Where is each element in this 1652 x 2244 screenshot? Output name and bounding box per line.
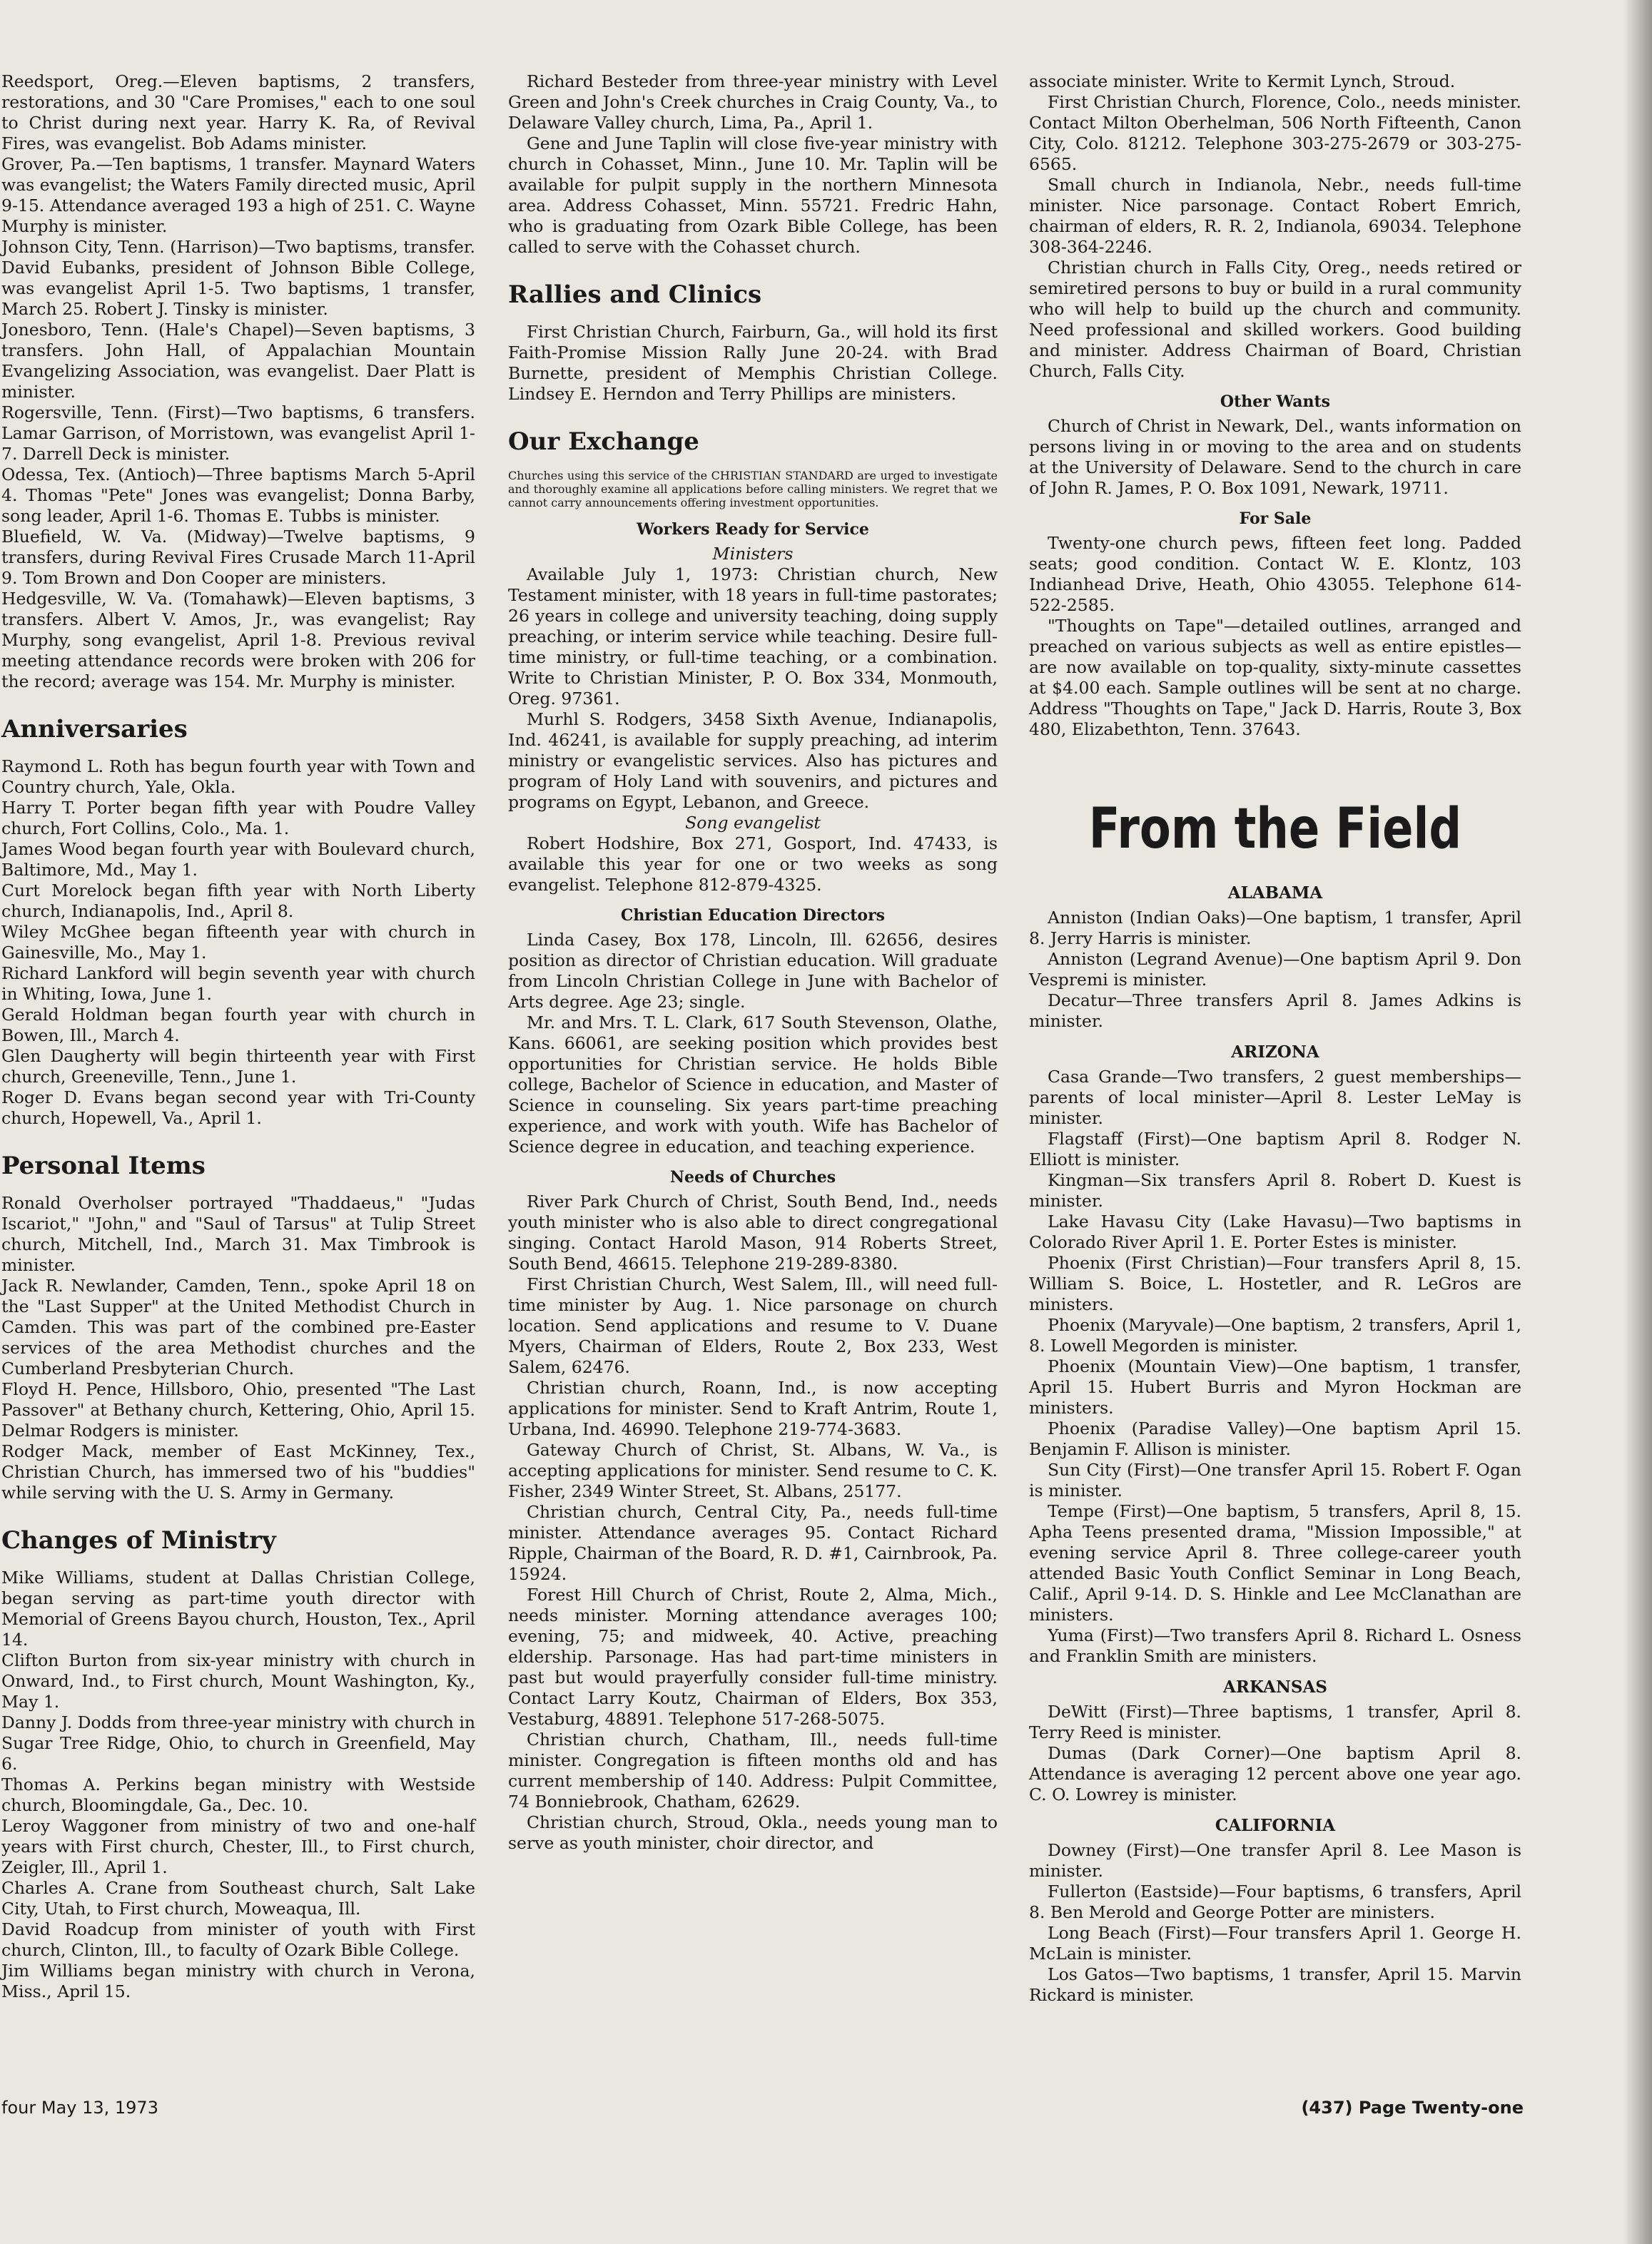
field-report: Phoenix (Mountain View)—One baptism, 1 transfer, April 15. Hubert Burris and Myron Hockman are ministers. <box>1029 1356 1521 1418</box>
page-edge-shadow <box>1623 0 1652 2244</box>
news-item: Grover, Pa.—Ten baptisms, 1 transfer. Maynard Waters was evangelist; the Waters Family directed music, April 9-15. Attendance averaged 193 a high of 251. C. Wayne Murphy is minister. <box>1 154 475 236</box>
subheading-other-wants: Other Wants <box>1220 392 1331 411</box>
news-item: Roger D. Evans began second year with Tri-County church, Hopewell, Va., April 1. <box>1 1087 475 1128</box>
field-report: Kingman—Six transfers April 8. Robert D. Kuest is minister. <box>1029 1170 1521 1211</box>
personal-items-list <box>1 1193 475 1503</box>
column-1 <box>1 71 475 2002</box>
news-item: David Roadcup from minister of youth with First church, Clinton, Ill., to faculty of Ozark Bible College. <box>1 1919 475 1960</box>
news-item: Johnson City, Tenn. (Harrison)—Two baptisms, transfer. David Eubanks, president of Johnson Bible College, was evangelist April 1-5. Two baptisms, 1 transfer, March 25. Robert J. Tinsky is minister. <box>1 237 475 319</box>
classified-item: associate minister. Write to Kermit Lynch, Stroud. <box>1029 71 1456 91</box>
news-item: Mike Williams, student at Dallas Christian College, began serving as part-time youth director with Memorial of Greens Bayou church, Houston, Tex., April 14. <box>1 1568 475 1650</box>
anniversaries-list <box>1 756 475 1129</box>
classified-item: Forest Hill Church of Christ, Route 2, Alma, Mich., needs minister. Morning attendance averages 100; evening, 75; and midweek, 40. Active, preaching eldership. Parsonage. Has had part-time ministers in past but would prayerfully consider full-time ministry. Contact Larry Koutz, Chairman of Elders, Box 353, Vestaburg, 48891. Telephone 517-268-5075. <box>508 1585 998 1729</box>
classified-item: Small church in Indianola, Nebr., needs full-time minister. Nice parsonage. Contact Robert Emrich, chairman of elders, R. R. 2, Indianola, 69034. Telephone 308-364-2246. <box>1029 175 1521 257</box>
section-heading-rallies: Rallies and Clinics <box>508 280 762 309</box>
news-item: Danny J. Dodds from three-year ministry with church in Sugar Tree Ridge, Ohio, to church in Greenfield, May 6. <box>1 1712 475 1774</box>
classified-item: River Park Church of Christ, South Bend, Ind., needs youth minister who is also able to direct congregational singing. Contact Harold Mason, 914 Roberts Street, South Bend, 46615. Telephone 219-289-8380. <box>508 1192 998 1274</box>
news-item: Hedgesville, W. Va. (Tomahawk)—Eleven baptisms, 3 transfers. Albert V. Amos, Jr., was evangelist; Ray Murphy, song evangelist, April 1-8. Previous revival meeting attendance records were broken with 206 for the record; average was 154. Mr. Murphy is minister. <box>1 589 475 691</box>
field-report: Lake Havasu City (Lake Havasu)—Two baptisms in Colorado River April 1. E. Porter Estes is minister. <box>1029 1212 1521 1252</box>
field-report: Phoenix (First Christian)—Four transfers April 8, 15. William S. Boice, L. Hostetler, and R. LeGros are ministers. <box>1029 1253 1521 1314</box>
section-heading-anniversaries: Anniversaries <box>1 715 188 743</box>
news-item: Harry T. Porter began fifth year with Poudre Valley church, Fort Collins, Colo., Ma. 1. <box>1 798 475 838</box>
field-report: Anniston (Legrand Avenue)—One baptism April 9. Don Vespremi is minister. <box>1029 949 1521 990</box>
news-item: Wiley McGhee began fifteenth year with church in Gainesville, Mo., May 1. <box>1 922 475 963</box>
news-item: First Christian Church, Fairburn, Ga., will hold its first Faith-Promise Mission Rally June 20-24. with Brad Burnette, president of Memphis Christian College. Lindsey E. Herndon and Terry Phillips are ministers. <box>508 322 998 404</box>
classified-item: Twenty-one church pews, fifteen feet long. Padded seats; good condition. Contact W. E. Klontz, 103 Indianhead Drive, Heath, Ohio 43055. Telephone 614-522-2585. <box>1029 533 1521 615</box>
classified-item: Murhl S. Rodgers, 3458 Sixth Avenue, Indianapolis, Ind. 46241, is available for supply preaching, ad interim ministry or evangelistic services. Also has pictures and program of Holy Land with souvenirs, and pictures and programs on Egypt, Lebanon, and Greece. <box>508 709 998 812</box>
state-heading-arkansas: ARKANSAS <box>1223 1677 1327 1697</box>
news-item: Charles A. Crane from Southeast church, Salt Lake City, Utah, to First church, Moweaqua, Ill. <box>1 1878 475 1919</box>
footer-date: four May 13, 1973 <box>1 2098 158 2118</box>
section-heading-our-exchange: Our Exchange <box>508 427 699 456</box>
from-the-field-title: From the Field <box>1088 797 1462 861</box>
field-report: Sun City (First)—One transfer April 15. Robert F. Ogan is minister. <box>1029 1460 1521 1501</box>
classified-item: Christian church in Falls City, Oreg., needs retired or semiretired persons to buy or build in a rural community who will help to build up the church and community. Need professional and skilled workers. Good building and minister. Address Chairman of Board, Christian Church, Falls City. <box>1029 258 1521 381</box>
news-item: Ronald Overholser portrayed "Thaddaeus," "Judas Iscariot," "John," and "Saul of Tarsus" at Tulip Street church, Mitchell, Ind., March 31. Max Timbrook is minister. <box>1 1193 475 1275</box>
classified-item: "Thoughts on Tape"—detailed outlines, arranged and preached on various subjects as well as entire epistles—are now available on top-quality, sixty-minute cassettes at $4.00 each. Sample outlines will be sent at no charge. Address "Thoughts on Tape," Jack D. Harris, Route 3, Box 480, Elizabethton, Tenn. 37643. <box>1029 616 1521 739</box>
field-report: Anniston (Indian Oaks)—One baptism, 1 transfer, April 8. Jerry Harris is minister. <box>1029 908 1521 948</box>
news-item: Rodger Mack, member of East McKinney, Tex., Christian Church, has immersed two of his "buddies" while serving with the U. S. Army in Germany. <box>1 1441 475 1503</box>
field-report: DeWitt (First)—Three baptisms, 1 transfer, April 8. Terry Reed is minister. <box>1029 1702 1521 1742</box>
state-heading-alabama: ALABAMA <box>1227 883 1323 903</box>
field-report: Tempe (First)—One baptism, 5 transfers, April 8, 15. Apha Teens presented drama, "Mission Impossible," at evening service April 8. Three college-career youth attended Basic Youth Conflict Seminar in Long Beach, Calif., April 9-14. D. S. Hinkle and Lee McClanathan are ministers. <box>1029 1501 1521 1625</box>
classified-item: Linda Casey, Box 178, Lincoln, Ill. 62656, desires position as director of Christian education. Will graduate from Lincoln Christian College in June with Bachelor of Arts degree. Age 23; single. <box>508 930 998 1012</box>
news-item: James Wood began fourth year with Boulevard church, Baltimore, Md., May 1. <box>1 839 475 880</box>
news-item: Odessa, Tex. (Antioch)—Three baptisms March 5-April 4. Thomas "Pete" Jones was evangelist; Donna Barby, song leader, April 1-6. Thomas E. Tubbs is minister. <box>1 464 475 526</box>
subheading-for-sale: For Sale <box>1239 509 1312 528</box>
field-report: Los Gatos—Two baptisms, 1 transfer, April 15. Marvin Rickard is minister. <box>1029 1964 1521 2005</box>
news-item: Jonesboro, Tenn. (Hale's Chapel)—Seven baptisms, 3 transfers. John Hall, of Appalachian Mountain Evangelizing Association, was evangelist. Daer Platt is minister. <box>1 320 475 402</box>
subheading-christian-education-directors: Christian Education Directors <box>620 906 886 925</box>
news-item: Reedsport, Oreg.—Eleven baptisms, 2 transfers, restorations, and 30 "Care Promises," each to one soul to Christ during next year. Harry K. Ra, of Revival Fires, was evangelist. Bob Adams minister. <box>1 71 475 153</box>
news-item: Raymond L. Roth has begun fourth year with Town and Country church, Yale, Okla. <box>1 756 475 797</box>
classified-item: Christian church, Central City, Pa., needs full-time minister. Attendance averages 95. Contact Richard Ripple, Chairman of the Board, R. D. #1, Cairnbrook, Pa. 15924. <box>508 1502 998 1584</box>
news-item: Floyd H. Pence, Hillsboro, Ohio, presented "The Last Passover" at Bethany church, Kettering, Ohio, April 15. Delmar Rodgers is minister. <box>1 1379 475 1441</box>
field-report: Casa Grande—Two transfers, 2 guest memberships—parents of local minister—April 8. Lester LeMay is minister. <box>1029 1067 1521 1128</box>
subheading-song-evangelist: Song evangelist <box>685 813 821 833</box>
classified-item: Mr. and Mrs. T. L. Clark, 617 South Stevenson, Olathe, Kans. 66061, are seeking position which provides best opportunities for Christian service. He holds Bible college, Bachelor of Science in education, and Master of Science in counseling. Six years part-time preaching experience, and work with youth. Wife has Bachelor of Science degree in education, and teaching experience. <box>508 1012 998 1157</box>
field-report: Decatur—Three transfers April 8. James Adkins is minister. <box>1029 990 1521 1031</box>
field-report: Flagstaff (First)—One baptism April 8. Rodger N. Elliott is minister. <box>1029 1129 1521 1169</box>
field-report: Fullerton (Eastside)—Four baptisms, 6 transfers, April 8. Ben Merold and George Potter are ministers. <box>1029 1882 1521 1922</box>
news-item: Clifton Burton from six-year ministry with church in Onward, Ind., to First church, Mount Washington, Ky., May 1. <box>1 1650 475 1712</box>
news-item: Rogersville, Tenn. (First)—Two baptisms, 6 transfers. Lamar Garrison, of Morristown, was evangelist April 1-7. Darrell Deck is minister. <box>1 402 475 464</box>
news-item: Richard Besteder from three-year ministry with Level Green and John's Creek churches in Craig County, Va., to Delaware Valley church, Lima, Pa., April 1. <box>508 71 998 133</box>
classified-item: First Christian Church, Florence, Colo., needs minister. Contact Milton Oberhelman, 506 North Fifteenth, Canon City, Colo. 81212. Telephone 303-275-2679 or 303-275-6565. <box>1029 92 1521 174</box>
state-heading-california: CALIFORNIA <box>1215 1816 1336 1835</box>
subheading-ministers: Ministers <box>712 544 794 564</box>
field-report: Phoenix (Maryvale)—One baptism, 2 transfers, April 1, 8. Lowell Megorden is minister. <box>1029 1315 1521 1356</box>
section-heading-changes-of-ministry: Changes of Ministry <box>1 1526 276 1555</box>
news-item: Leroy Waggoner from ministry of two and one-half years with First church, Chester, Ill., to First church, Zeigler, Ill., April 1. <box>1 1816 475 1877</box>
column-2 <box>508 71 998 1854</box>
subheading-workers-ready: Workers Ready for Service <box>637 520 869 539</box>
field-report: Yuma (First)—Two transfers April 8. Richard L. Osness and Franklin Smith are ministers. <box>1029 1625 1521 1666</box>
revival-reports <box>1 71 475 692</box>
exchange-disclaimer: Churches using this service of the CHRISTIAN STANDARD are urged to investigate and thoroughly examine all applications before calling ministers. We regret that we cannot carry announcements offering investment opportunities. <box>508 469 998 509</box>
changes-of-ministry-list <box>1 1568 475 2002</box>
news-item: Gerald Holdman began fourth year with church in Bowen, Ill., March 4. <box>1 1005 475 1045</box>
news-item: Bluefield, W. Va. (Midway)—Twelve baptisms, 9 transfers, during Revival Fires Crusade March 11-April 9. Tom Brown and Don Cooper are ministers. <box>1 527 475 588</box>
news-item: Thomas A. Perkins began ministry with Westside church, Bloomingdale, Ga., Dec. 10. <box>1 1775 475 1815</box>
field-report: Long Beach (First)—Four transfers April 1. George H. McLain is minister. <box>1029 1923 1521 1964</box>
news-item: Glen Daugherty will begin thirteenth year with First church, Greeneville, Tenn., June 1. <box>1 1046 475 1087</box>
classified-item: Christian church, Roann, Ind., is now accepting applications for minister. Send to Kraft Antrim, Route 1, Urbana, Ind. 46990. Telephone 219-774-3683. <box>508 1378 998 1439</box>
classified-item: First Christian Church, West Salem, Ill., will need full-time minister by Aug. 1. Nice parsonage on church location. Send applications and resume to V. Duane Myers, Chairman of Elders, Route 2, Box 233, West Salem, 62476. <box>508 1274 998 1377</box>
classified-item: Available July 1, 1973: Christian church, New Testament minister, with 18 years in full-time pastorates; 26 years in college and university teaching, doing supply preaching, or interim service while teaching. Desire full-time ministry, or full-time teaching, or a combination. Write to Christian Minister, P. O. Box 334, Monmouth, Oreg. 97361. <box>508 564 998 709</box>
news-item: Curt Morelock began fifth year with North Liberty church, Indianapolis, Ind., April 8. <box>1 880 475 921</box>
classified-item: Robert Hodshire, Box 271, Gosport, Ind. 47433, is available this year for one or two weeks as song evangelist. Telephone 812-879-4325. <box>508 833 998 895</box>
field-report: Downey (First)—One transfer April 8. Lee Mason is minister. <box>1029 1840 1521 1881</box>
news-item: Jack R. Newlander, Camden, Tenn., spoke April 18 on the "Last Supper" at the United Methodist Church in Camden. This was part of the combined pre-Easter services of the area Methodist churches and the Cumberland Presbyterian Church. <box>1 1276 475 1379</box>
field-report: Phoenix (Paradise Valley)—One baptism April 15. Benjamin F. Allison is minister. <box>1029 1418 1521 1459</box>
classified-item: Christian church, Stroud, Okla., needs young man to serve as youth minister, choir director, and <box>508 1812 998 1853</box>
footer-page-number: (437) Page Twenty-one <box>1301 2098 1524 2118</box>
news-item: Richard Lankford will begin seventh year with church in Whiting, Iowa, June 1. <box>1 963 475 1004</box>
section-heading-personal-items: Personal Items <box>1 1152 206 1180</box>
classified-item: Gateway Church of Christ, St. Albans, W. Va., is accepting applications for minister. Send resume to C. K. Fisher, 2349 Winter Street, St. Albans, 25177. <box>508 1440 998 1501</box>
news-item: Jim Williams began ministry with church in Verona, Miss., April 15. <box>1 1961 475 2001</box>
column-3 <box>1029 71 1521 2006</box>
state-heading-arizona: ARIZONA <box>1231 1042 1319 1062</box>
news-item: Gene and June Taplin will close five-year ministry with church in Cohasset, Minn., June 10. Mr. Taplin will be available for pulpit supply in the northern Minnesota area. Address Cohasset, Minn. 55721. Fredric Hahn, who is graduating from Ozark Bible College, has been called to serve with the Cohasset church. <box>508 133 998 257</box>
field-report: Dumas (Dark Corner)—One baptism April 8. Attendance is averaging 12 percent above one year ago. C. O. Lowrey is minister. <box>1029 1743 1521 1804</box>
classified-item: Church of Christ in Newark, Del., wants information on persons living in or moving to the area and on students at the University of Delaware. Send to the church in care of John R. James, P. O. Box 1091, Newark, 19711. <box>1029 416 1521 498</box>
classified-item: Christian church, Chatham, Ill., needs full-time minister. Congregation is fifteen months old and has current membership of 140. Address: Pulpit Committee, 74 Bonniebrook, Chatham, 62629. <box>508 1730 998 1812</box>
subheading-needs-of-churches: Needs of Churches <box>669 1168 836 1187</box>
